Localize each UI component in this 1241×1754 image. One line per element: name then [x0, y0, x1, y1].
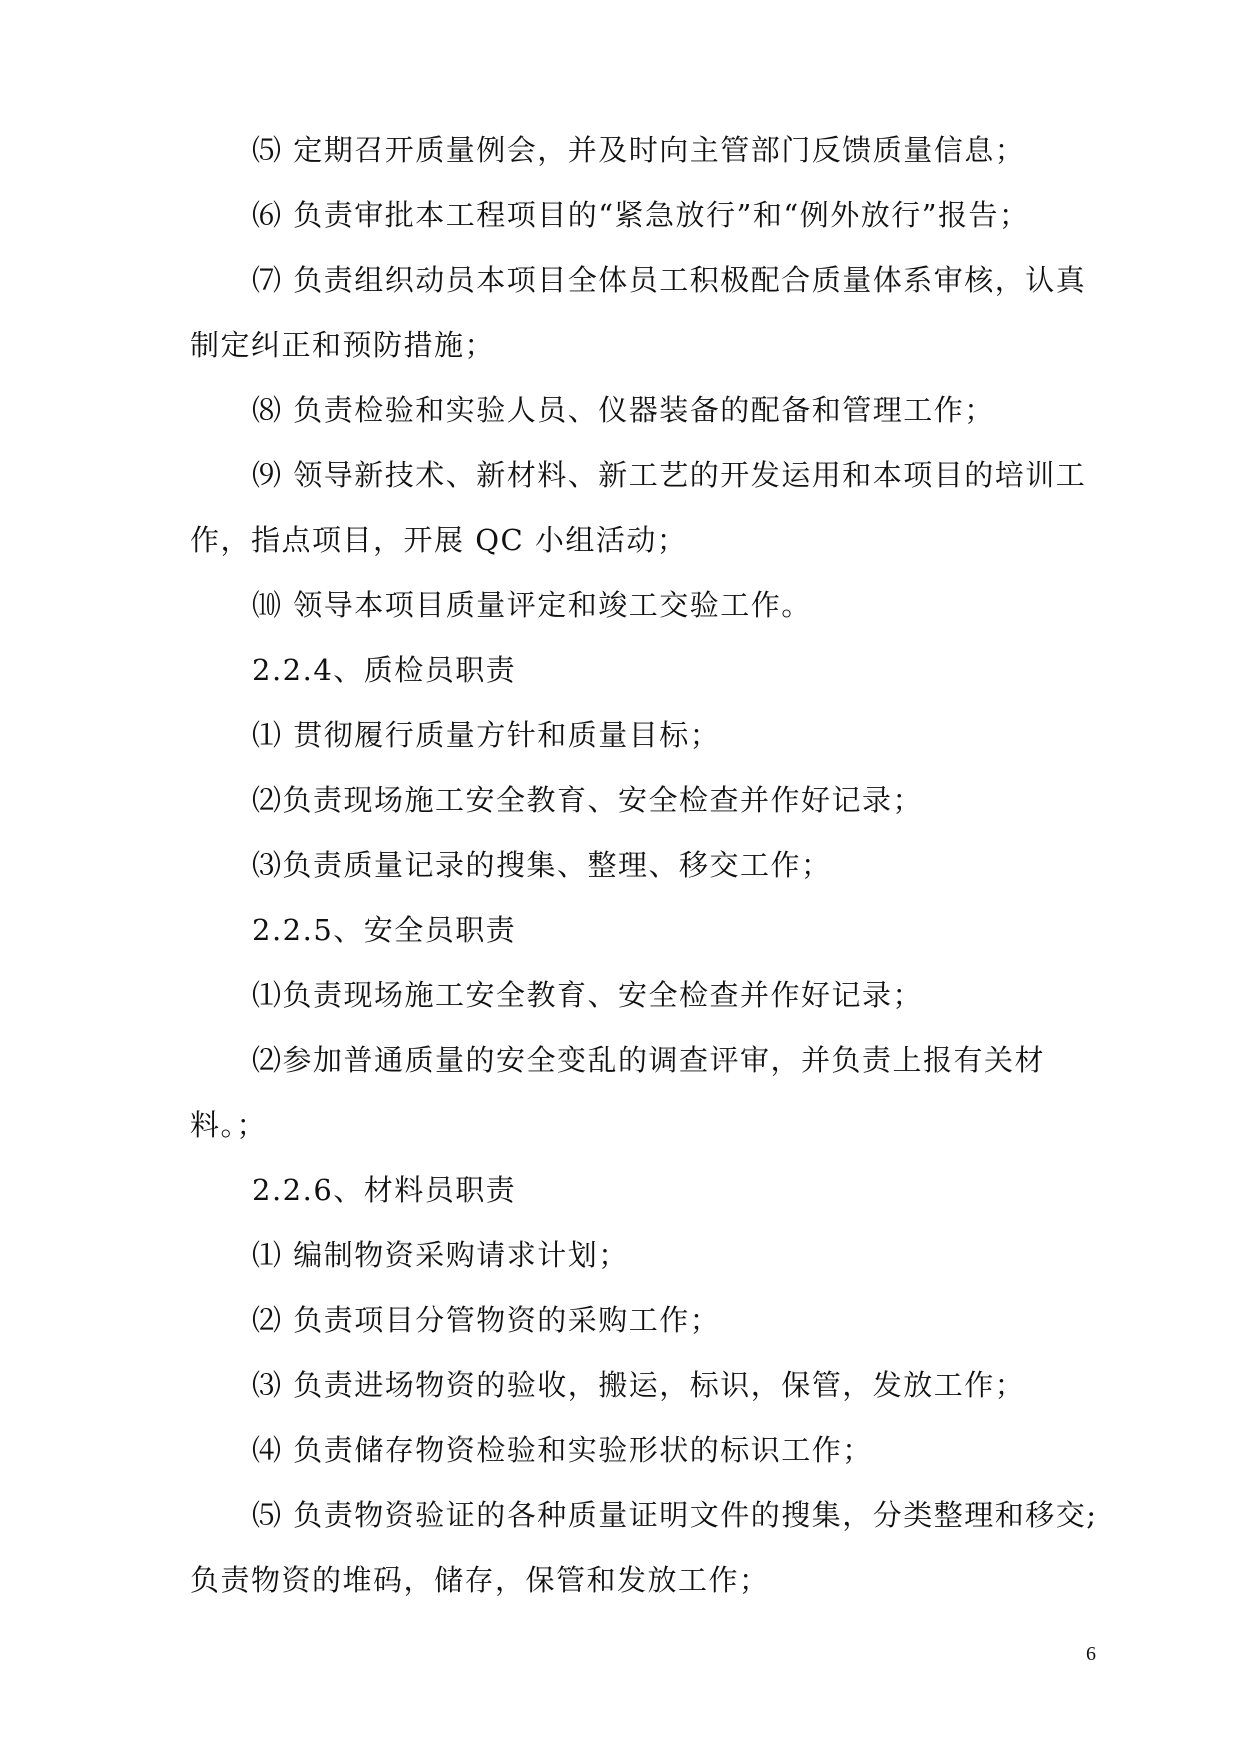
paragraph-7-audit: ⑺ 负责组织动员本项目全体员工积极配合质量体系审核，认真制定纠正和预防措施； [190, 263, 1087, 362]
body-text [190, 118, 1110, 1613]
inspector-item-1: ⑴ 贯彻履行质量方针和质量目标； [252, 718, 721, 752]
paragraph-9-new-technology: ⑼ 领导新技术、新材料、新工艺的开发运用和本项目的培训工作，指点项目，开展 QC 小组活动； [190, 458, 1087, 557]
inspector-item-2: ⑵负责现场施工安全教育、安全检查并作好记录； [252, 783, 924, 817]
materials-item-4: ⑷ 负责储存物资检验和实验形状的标识工作； [252, 1433, 873, 1467]
section-heading-materials-officer: 2.2.6、材料员职责 [252, 1173, 517, 1207]
section-heading-quality-inspector: 2.2.4、质检员职责 [252, 653, 517, 687]
section-heading-safety-officer: 2.2.5、安全员职责 [252, 913, 517, 947]
safety-item-2: ⑵参加普通质量的安全变乱的调查评审，并负责上报有关材料。； [190, 1043, 1046, 1142]
paragraph-5-quality-meeting: ⑸ 定期召开质量例会，并及时向主管部门反馈质量信息； [252, 133, 1026, 167]
inspector-item-3: ⑶负责质量记录的搜集、整理、移交工作； [252, 848, 832, 882]
paragraph-10-acceptance: ⑽ 领导本项目质量评定和竣工交验工作。 [252, 588, 812, 622]
materials-item-3: ⑶ 负责进场物资的验收，搬运，标识，保管，发放工作； [252, 1368, 1026, 1402]
paragraph-6-approval: ⑹ 负责审批本工程项目的“紧急放行”和“例外放行”报告； [252, 198, 1030, 232]
materials-item-2: ⑵ 负责项目分管物资的采购工作； [252, 1303, 721, 1337]
paragraph-8-inspection-staff: ⑻ 负责检验和实验人员、仪器装备的配备和管理工作； [252, 393, 995, 427]
materials-item-1: ⑴ 编制物资采购请求计划； [252, 1238, 629, 1272]
materials-item-5: ⑸ 负责物资验证的各种质量证明文件的搜集，分类整理和移交;负责物资的堆码，储存，保管和发放工作； [190, 1498, 1098, 1597]
page-number: 6 [1086, 1643, 1096, 1665]
safety-item-1: ⑴负责现场施工安全教育、安全检查并作好记录； [252, 978, 924, 1012]
